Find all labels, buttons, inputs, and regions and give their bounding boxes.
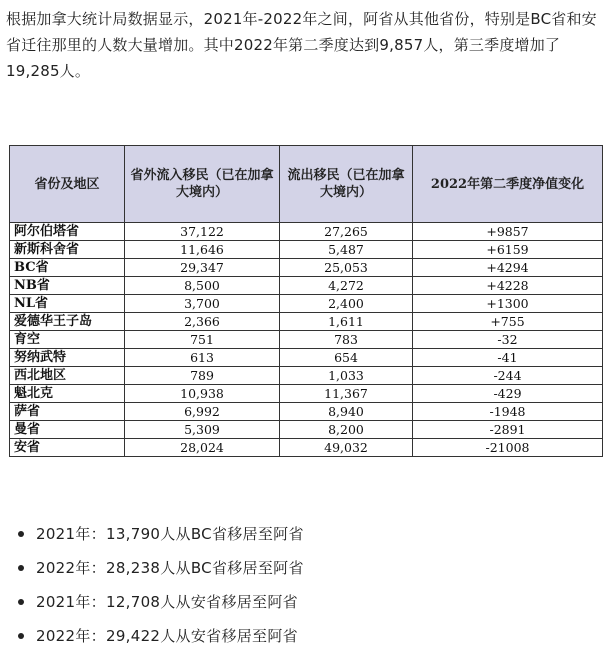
cell-outflow: 25,053 xyxy=(280,259,413,277)
cell-outflow: 783 xyxy=(280,331,413,349)
cell-outflow: 654 xyxy=(280,349,413,367)
cell-region: 阿尔伯塔省 xyxy=(10,223,125,241)
cell-inflow: 3,700 xyxy=(125,295,280,313)
table-row xyxy=(10,349,603,367)
cell-net: -429 xyxy=(413,385,603,403)
list-item-text: 2022年：28,238人从BC省移居至阿省 xyxy=(36,559,304,577)
cell-net: -41 xyxy=(413,349,603,367)
cell-inflow: 10,938 xyxy=(125,385,280,403)
cell-inflow: 29,347 xyxy=(125,259,280,277)
table-row xyxy=(10,223,603,241)
cell-region: 曼省 xyxy=(10,421,125,439)
cell-outflow: 27,265 xyxy=(280,223,413,241)
list-item-text: 2021年：12,708人从安省移居至阿省 xyxy=(36,593,298,611)
list-item xyxy=(0,517,611,551)
cell-outflow: 2,400 xyxy=(280,295,413,313)
cell-net: -2891 xyxy=(413,421,603,439)
cell-net: +4294 xyxy=(413,259,603,277)
bullet-dot-icon xyxy=(18,633,24,639)
cell-net: -244 xyxy=(413,367,603,385)
cell-outflow: 49,032 xyxy=(280,439,413,457)
cell-outflow: 8,200 xyxy=(280,421,413,439)
table-row xyxy=(10,259,603,277)
bullet-dot-icon xyxy=(18,599,24,605)
list-item xyxy=(0,585,611,619)
cell-inflow: 28,024 xyxy=(125,439,280,457)
cell-net: -32 xyxy=(413,331,603,349)
cell-net: +755 xyxy=(413,313,603,331)
table-row xyxy=(10,439,603,457)
cell-outflow: 5,487 xyxy=(280,241,413,259)
cell-region: 西北地区 xyxy=(10,367,125,385)
header-inflow: 省外流入移民（已在加拿大境内） xyxy=(125,146,280,223)
cell-inflow: 613 xyxy=(125,349,280,367)
cell-outflow: 11,367 xyxy=(280,385,413,403)
cell-net: +1300 xyxy=(413,295,603,313)
table-row xyxy=(10,241,603,259)
bullet-dot-icon xyxy=(18,565,24,571)
bullet-dot-icon xyxy=(18,531,24,537)
cell-outflow: 1,033 xyxy=(280,367,413,385)
table-row xyxy=(10,421,603,439)
table-row xyxy=(10,313,603,331)
table-header xyxy=(10,146,603,223)
cell-region: NB省 xyxy=(10,277,125,295)
cell-region: 爱德华王子岛 xyxy=(10,313,125,331)
cell-net: +6159 xyxy=(413,241,603,259)
table-row xyxy=(10,367,603,385)
cell-region: BC省 xyxy=(10,259,125,277)
cell-outflow: 4,272 xyxy=(280,277,413,295)
cell-inflow: 5,309 xyxy=(125,421,280,439)
table-row xyxy=(10,277,603,295)
cell-region: 新斯科舍省 xyxy=(10,241,125,259)
cell-net: +4228 xyxy=(413,277,603,295)
cell-region: 育空 xyxy=(10,331,125,349)
cell-region: 努纳武特 xyxy=(10,349,125,367)
table-header-row xyxy=(10,146,603,223)
header-outflow: 流出移民（已在加拿大境内） xyxy=(280,146,413,223)
table-row xyxy=(10,385,603,403)
cell-region: 安省 xyxy=(10,439,125,457)
list-item xyxy=(0,551,611,585)
list-item-text: 2021年：13,790人从BC省移居至阿省 xyxy=(36,525,304,543)
migration-table-container xyxy=(9,145,602,457)
interprovincial-migration-table xyxy=(9,145,603,457)
cell-net: -1948 xyxy=(413,403,603,421)
table-row xyxy=(10,403,603,421)
intro-paragraph: 根据加拿大统计局数据显示，2021年-2022年之间，阿省从其他省份，特别是BC省和安省迁往那里的人数大量增加。其中2022年第二季度达到9,857人，第三季度增加了19,285人。 xyxy=(6,10,597,80)
cell-region: 萨省 xyxy=(10,403,125,421)
cell-inflow: 37,122 xyxy=(125,223,280,241)
table-row xyxy=(10,295,603,313)
cell-inflow: 11,646 xyxy=(125,241,280,259)
cell-inflow: 789 xyxy=(125,367,280,385)
cell-outflow: 1,611 xyxy=(280,313,413,331)
list-item-text: 2022年：29,422人从安省移居至阿省 xyxy=(36,627,298,645)
cell-net: +9857 xyxy=(413,223,603,241)
table-row xyxy=(10,331,603,349)
cell-inflow: 2,366 xyxy=(125,313,280,331)
cell-net: -21008 xyxy=(413,439,603,457)
cell-inflow: 8,500 xyxy=(125,277,280,295)
cell-region: NL省 xyxy=(10,295,125,313)
summary-bullet-list xyxy=(0,517,611,653)
cell-inflow: 751 xyxy=(125,331,280,349)
table-body xyxy=(10,223,603,457)
cell-inflow: 6,992 xyxy=(125,403,280,421)
header-net-change: 2022年第二季度净值变化 xyxy=(413,146,603,223)
header-region: 省份及地区 xyxy=(10,146,125,223)
cell-region: 魁北克 xyxy=(10,385,125,403)
cell-outflow: 8,940 xyxy=(280,403,413,421)
list-item xyxy=(0,619,611,653)
